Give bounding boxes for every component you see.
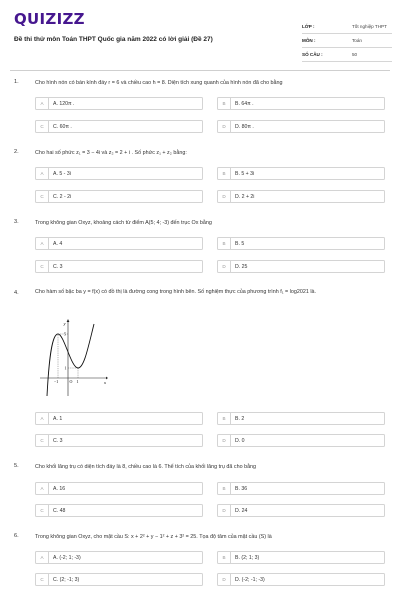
option-text: D. 24 (235, 508, 248, 514)
option-text: A. 16 (53, 486, 66, 492)
origin-label: O (69, 379, 73, 384)
tick-label: 1 (76, 379, 79, 384)
cubic-function-graph (38, 318, 108, 398)
cubic-curve (47, 324, 94, 396)
option-letter: C (36, 191, 49, 203)
option-letter: B (218, 552, 231, 564)
question-number: 2. (14, 149, 19, 155)
option-letter: B (218, 168, 231, 180)
option-text: C. 2 - 2i (53, 194, 72, 200)
option-letter: B (218, 98, 231, 110)
option-text: C. 48 (53, 508, 66, 514)
question-text: Trong không gian Oxyz, cho mặt cầu S: x + 2² + y − 1² + z + 3² = 25. Tọa độ tâm của mặt cầu (S) là (35, 534, 272, 540)
option-a[interactable] (35, 237, 203, 250)
meta-value: 50 (352, 52, 358, 57)
option-text: D. 25 (235, 264, 248, 270)
option-letter: A (36, 168, 49, 180)
option-text: B. 36 (235, 486, 248, 492)
option-letter: A (36, 98, 49, 110)
question-number: 1. (14, 79, 19, 85)
option-letter: D (218, 435, 231, 447)
option-d[interactable] (217, 504, 385, 517)
option-text: B. (2; 1; 3) (235, 555, 260, 561)
option-d[interactable] (217, 260, 385, 273)
option-letter: C (36, 574, 49, 586)
option-c[interactable] (35, 573, 203, 586)
option-text: B. 5 (235, 241, 245, 247)
meta-key: MÔN : (302, 38, 316, 43)
option-letter: B (218, 483, 231, 495)
option-b[interactable] (217, 482, 385, 495)
page-header (14, 10, 386, 66)
meta-table (302, 20, 392, 62)
option-letter: A (36, 552, 49, 564)
option-text: A. 4 (53, 241, 63, 247)
option-text: C. 3 (53, 438, 63, 444)
option-b[interactable] (217, 237, 385, 250)
question-number: 6. (14, 533, 19, 539)
option-c[interactable] (35, 260, 203, 273)
option-letter: D (218, 261, 231, 273)
question-text: Cho hai số phức z₁ = 3 − 4i và z₂ = 2 + i . Số phức z₁ + z₂ bằng: (35, 150, 187, 156)
option-a[interactable] (35, 97, 203, 110)
option-text: A. (-2; 1; -3) (53, 555, 81, 561)
meta-value: Toán (352, 38, 362, 43)
tick-label: 5 (64, 331, 66, 337)
page-title: Đề thi thử môn Toán THPT Quốc gia năm 2022 có lời giải (Đề 27) (14, 36, 213, 43)
option-letter: C (36, 261, 49, 273)
option-c[interactable] (35, 504, 203, 517)
option-letter: B (218, 238, 231, 250)
meta-key: LỚP : (302, 24, 315, 29)
y-axis-arrow (67, 319, 70, 322)
option-letter: D (218, 191, 231, 203)
question-number: 4. (14, 290, 19, 296)
quizizz-logo: QUIZIZZ (14, 10, 85, 28)
option-a[interactable] (35, 551, 203, 564)
option-b[interactable] (217, 412, 385, 425)
question-number: 3. (14, 219, 19, 225)
option-a[interactable] (35, 167, 203, 180)
x-axis-arrow (106, 377, 108, 380)
option-d[interactable] (217, 434, 385, 447)
option-c[interactable] (35, 434, 203, 447)
option-letter: C (36, 121, 49, 133)
option-d[interactable] (217, 120, 385, 133)
option-c[interactable] (35, 190, 203, 203)
option-text: A. 5 - 3i (53, 171, 71, 177)
tick-label: 1 (64, 365, 67, 371)
meta-value: Tốt nghiệp THPT (352, 24, 387, 29)
option-c[interactable] (35, 120, 203, 133)
option-letter: D (218, 505, 231, 517)
question-text: Cho hình nón có bán kính đáy r = 6 và chiều cao h = 8. Diện tích xung quanh của hình nón đã cho bằng (35, 80, 283, 86)
option-a[interactable] (35, 482, 203, 495)
option-text: D. 0 (235, 438, 245, 444)
meta-row-subject (302, 34, 392, 48)
option-text: C. 60π . (53, 124, 72, 130)
option-letter: C (36, 505, 49, 517)
option-letter: A (36, 413, 49, 425)
option-text: D. 80π . (235, 124, 254, 130)
question-text: Cho hàm số bậc ba y = f(x) có đồ thị là đường cong trong hình bên. Số nghiệm thực của phương trình f₁ = log2021 là. (35, 289, 317, 295)
option-letter: C (36, 435, 49, 447)
meta-row-count (302, 48, 392, 62)
option-d[interactable] (217, 190, 385, 203)
option-text: D. (-2; -1; -3) (235, 577, 265, 583)
option-text: A. 120π . (53, 101, 75, 107)
question-text: Cho khối lăng trụ có diện tích đáy là 8, chiều cao là 6. Thể tích của khối lăng trụ đã cho bằng (35, 464, 257, 470)
option-b[interactable] (217, 551, 385, 564)
option-text: B. 5 + 3i (235, 171, 255, 177)
option-d[interactable] (217, 573, 385, 586)
option-text: C. 3 (53, 264, 63, 270)
option-text: D. 2 + 2i (235, 194, 255, 200)
option-text: B. 2 (235, 416, 245, 422)
header-divider (10, 70, 390, 71)
option-text: A. 1 (53, 416, 63, 422)
meta-key: SỐ CÂU : (302, 52, 323, 57)
y-axis-label: y (63, 321, 66, 326)
question-text: Trong không gian Oxyz, khoảng cách từ điểm A(5; 4; -3) đến trục Ox bằng (35, 220, 212, 226)
option-letter: A (36, 483, 49, 495)
option-letter: B (218, 413, 231, 425)
meta-row-class (302, 20, 392, 34)
option-text: B. 64π . (235, 101, 254, 107)
option-b[interactable] (217, 167, 385, 180)
x-axis-label: x (104, 380, 106, 385)
question-number: 5. (14, 463, 19, 469)
option-letter: D (218, 121, 231, 133)
option-letter: A (36, 238, 49, 250)
option-a[interactable] (35, 412, 203, 425)
tick-label: −1 (54, 379, 59, 384)
option-text: C. (2; -1; 3) (53, 577, 80, 583)
option-letter: D (218, 574, 231, 586)
option-b[interactable] (217, 97, 385, 110)
